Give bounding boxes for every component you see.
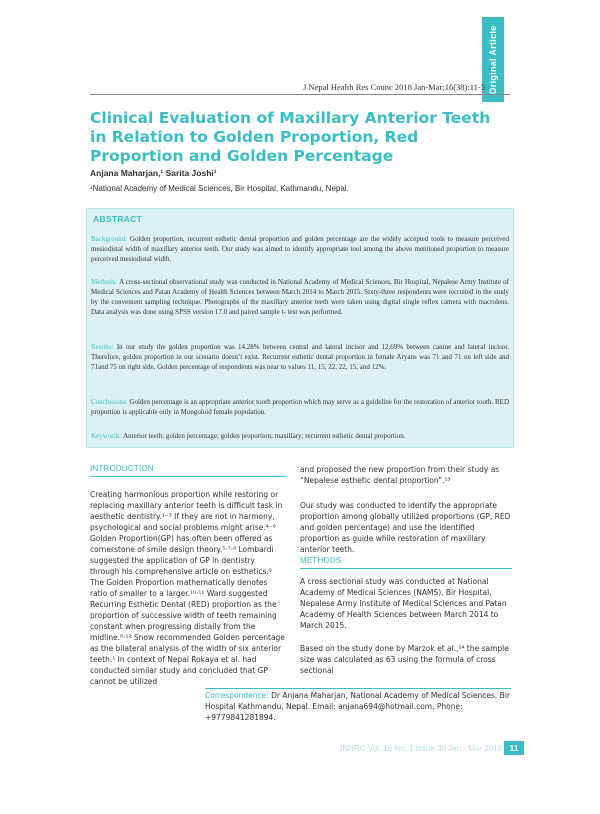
background-label: Background: bbox=[91, 235, 128, 243]
header-divider bbox=[90, 94, 510, 95]
correspondence-label: Correspondence: bbox=[205, 691, 269, 700]
introduction-heading: INTRODUCTION bbox=[90, 464, 154, 473]
keywords-text: Anterior teeth; golden percentage; golden proportion; maxillary; recurrent esthetic dental proportion. bbox=[121, 432, 406, 440]
introduction-rule bbox=[90, 476, 286, 477]
article-title: Clinical Evaluation of Maxillary Anterior Teeth in Relation to Golden Proportion, Red Proportion and Golden Percentage bbox=[90, 109, 491, 165]
methods-para-1: A cross sectional study was conducted at National Academy of Medical Sciences (NAMS), Bir Hospital, Nepalese Army Institute of Medical Sciences and Patan Academy of Health Sciences between March 2014 to March 2015. bbox=[300, 577, 507, 630]
journal-footer: JNHRC Vol. 16 No. 1 Issue 38 Jan - Mar 2018 bbox=[338, 744, 502, 753]
abstract-keywords bbox=[91, 431, 509, 441]
methods-rule bbox=[300, 568, 512, 569]
conclusions-text: Golden percentage is an appropriate anterior tooth proportion which may serve as a guideline for the restoration of anterior tooth. RED proportion is applicable only in Mongoloid female population. bbox=[91, 398, 509, 416]
abstract-results bbox=[91, 342, 509, 372]
correspondence bbox=[205, 690, 511, 723]
conclusions-label: Conclusions: bbox=[91, 398, 128, 406]
methods-para-2: Based on the study done by Marzok et al.,¹⁴ the sample size was calculated as 63 using the formula of cross sectional bbox=[300, 644, 509, 675]
author-list: Anjana Maharjan,¹ Sarita Joshi¹ bbox=[90, 168, 217, 178]
page-number: 11 bbox=[504, 741, 524, 755]
abstract-box bbox=[86, 208, 514, 448]
results-label: Results: bbox=[91, 343, 114, 351]
results-text: In our study the golden proportion was 14.28% between central and lateral incisor and 12.69% between canine and lateral incisor. Therefore, golden proportion in our scenario doesn’t exist. Recurrent esthetic dental proportion in female Aryans was 71 and 71 on left side and 71and 75 on right side. Golden percentage of respondents was near to values 11, 15, 22, 22, 15, and 12%. bbox=[91, 343, 509, 371]
article-type-tab bbox=[482, 17, 504, 102]
methods-text: A cross-sectional observational study was conducted in National Academy of Medical Sciences, Bir Hospital, Nepalese Army Institute of Medical Sciences and Patan Academy of Health Sciences between March 2014 to March 2015. Sixty-three respondents were recruited in the study by the convenient sampling technique. Photographs of the maxillary anterior teeth were taken using digital single reflex camera with macrolens. Data analysis was done using SPSS version 17.0 and paired sample t- test was performed. bbox=[91, 278, 509, 316]
abstract-conclusions bbox=[91, 397, 509, 417]
article-type-label: Original Article bbox=[488, 25, 498, 94]
keywords-label: Keywords: bbox=[91, 432, 122, 440]
study-aim: Our study was conducted to identify the appropriate proportion among globally utilized proportions (GP, RED and golden percentage) and use the identified proportion as guide while restoration of maxillary anterior teeth. bbox=[300, 501, 511, 554]
methods-heading: METHODS bbox=[300, 556, 342, 565]
abstract-heading: ABSTRACT bbox=[93, 214, 143, 224]
introduction-text: Creating harmonious proportion while restoring or replacing maxillary anterior teeth is difficult task in aesthetic dentistry.¹⁻³ If they are not in harmony, psychological and social problems might arise.⁴⁻⁶ Golden Proportion(GP) has often been offered as cornerstone of smile design theory.⁵·⁷·⁸ Lombardi suggested the application of GP in dentistry through his comprehensive article on esthetics.⁹ The Golden Proportion mathematically denotes ratio of smaller to a larger.¹⁰·¹¹ Ward suggested Recurring Esthetic Dental (RED) proportion as the proportion of successive width of teeth remaining constant when progressing distally from the midline.⁶·¹² Snow recommended Golden percentage as the bilateral analysis of the width of six anterior teeth.¹ In context of Nepal Rokaya et al. had conducted similar study and concluded that GP cannot be utilized bbox=[90, 490, 285, 686]
abstract-background bbox=[91, 234, 509, 264]
correspondence-text: Dr Anjana Maharjan, National Academy of Medical Sciences, Bir Hospital Kathmandu, Nepal. Email: anjana694@hotmail.com, Phone: +9779841281894. bbox=[205, 691, 510, 722]
author-affiliation: ¹National Academy of Medical Sciences, Bir Hospital, Kathmandu, Nepal. bbox=[90, 184, 349, 193]
correspondence-rule bbox=[205, 688, 511, 689]
journal-reference: J Nepal Health Res Counc 2018 Jan-Mar;16(38):11-5 bbox=[303, 82, 485, 92]
methods-label: Methods: bbox=[91, 278, 118, 286]
introduction-continued: and proposed the new proportion from their study as “Nepalese esthetic dental proportion”.¹³ bbox=[300, 465, 500, 485]
abstract-methods bbox=[91, 277, 509, 317]
background-text: Golden proportion, recurrent esthetic dental proportion and golden percentage are the widely accepted tools to measure perceived mesiodistal width of maxillary anterior teeth. Our study was aimed to identify appropriate tool among the above mentioned proportion to measure perceived mesiodistal width. bbox=[91, 235, 509, 263]
